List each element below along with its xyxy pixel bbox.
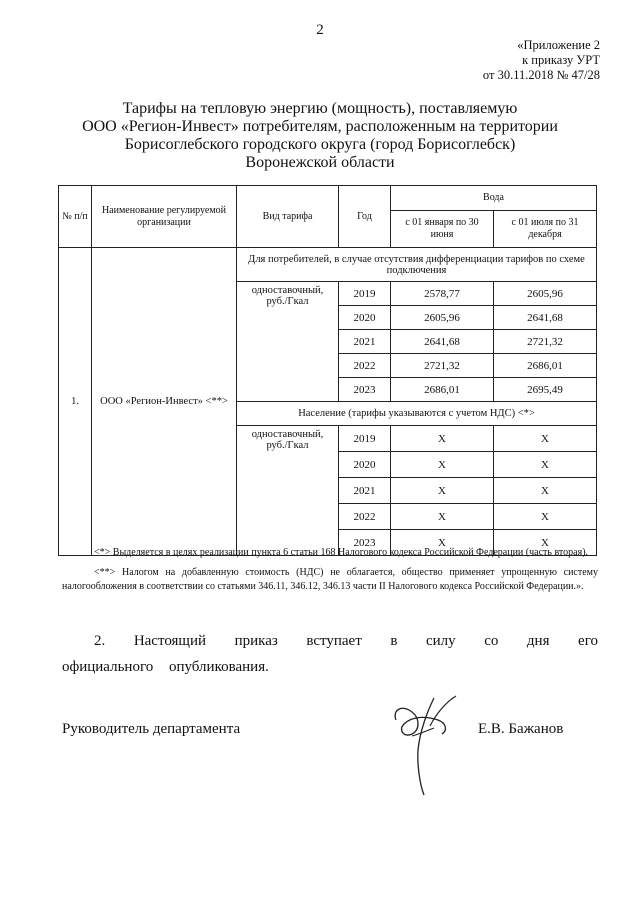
table-cell-year: 2021: [339, 478, 391, 504]
table-cell-value: 2721,32: [391, 354, 494, 378]
footnote-1: <*> Выделяется в целях реализации пункта 6 статьи 168 Налогового кодекса Российской Федерации (часть вторая).: [94, 547, 589, 558]
table-cell-value: 2641,68: [494, 306, 597, 330]
table-cell-year: 2021: [339, 330, 391, 354]
table-cell-value: 2721,32: [494, 330, 597, 354]
table-cell-value: X: [494, 530, 597, 556]
table-cell-value: X: [391, 504, 494, 530]
clause-2: 2. Настоящий приказ вступает в силу со дня его официального опубликования.: [62, 633, 598, 675]
header-number: № п/п: [59, 186, 92, 248]
section-2-tariff-type: одноставочный, руб./Гкал: [237, 426, 339, 556]
appendix-line-2: к приказу УРТ: [522, 53, 600, 67]
header-water: Вода: [391, 186, 597, 211]
tariff-table: [58, 185, 597, 556]
table-cell-value: X: [391, 530, 494, 556]
table-cell-value: X: [494, 478, 597, 504]
header-period-2: с 01 июля по 31 декабря: [494, 211, 597, 248]
title-line-4: Воронежской области: [245, 154, 395, 171]
row-number: 1.: [59, 248, 92, 556]
header-organization: Наименование регулируемой организации: [92, 186, 237, 248]
section-2-label: Население (тарифы указываются с учетом НДС) <*>: [237, 402, 597, 426]
signer-name: Е.В. Бажанов: [478, 721, 564, 737]
table-cell-year: 2019: [339, 282, 391, 306]
header-tariff-type: Вид тарифа: [237, 186, 339, 248]
document-title: [60, 100, 580, 172]
table-cell-value: 2686,01: [391, 378, 494, 402]
signer-title: Руководитель департамента: [62, 721, 241, 737]
table-cell-value: X: [391, 478, 494, 504]
section-1-label: Для потребителей, в случае отсутствия дифференциации тарифов по схеме подключения: [237, 248, 597, 282]
table-cell-value: 2686,01: [494, 354, 597, 378]
table-cell-value: X: [391, 452, 494, 478]
footnote-2: <**> Налогом на добавленную стоимость (НДС) не облагается, общество применяет упрощенную систему налогообложения в соответствии со статьями 346.11, 346.12, 346.13 части II Налогового кодекса Российской Федерации.».: [62, 567, 598, 592]
appendix-line-1: «Приложение 2: [517, 38, 600, 52]
table-cell-value: X: [391, 426, 494, 452]
footnotes: [62, 546, 598, 600]
table-cell-value: 2605,96: [494, 282, 597, 306]
table-cell-value: X: [494, 426, 597, 452]
title-line-3: Борисоглебского городского округа (город Борисоглебск): [124, 136, 516, 153]
table-cell-year: 2022: [339, 354, 391, 378]
signature-image: [390, 690, 470, 800]
table-cell-year: 2022: [339, 504, 391, 530]
table-cell-value: X: [494, 504, 597, 530]
page-number: 2: [316, 22, 324, 38]
appendix-line-3: от 30.11.2018 № 47/28: [482, 68, 600, 82]
table-cell-value: X: [494, 452, 597, 478]
section-1-tariff-type: одноставочный, руб./Гкал: [237, 282, 339, 402]
title-line-1: Тарифы на тепловую энергию (мощность), поставляемую: [122, 100, 518, 117]
table-cell-year: 2020: [339, 306, 391, 330]
table-cell-year: 2023: [339, 378, 391, 402]
organization-name: ООО «Регион-Инвест» <**>: [92, 248, 237, 556]
table-cell-value: 2578,77: [391, 282, 494, 306]
header-period-1: с 01 января по 30 июня: [391, 211, 494, 248]
table-cell-value: 2641,68: [391, 330, 494, 354]
table-cell-value: 2695,49: [494, 378, 597, 402]
appendix-header: [483, 38, 600, 83]
header-year: Год: [339, 186, 391, 248]
table-cell-year: 2020: [339, 452, 391, 478]
title-line-2: ООО «Регион-Инвест» потребителям, расположенным на территории: [82, 118, 558, 135]
table-cell-value: 2605,96: [391, 306, 494, 330]
table-cell-year: 2019: [339, 426, 391, 452]
table-cell-year: 2023: [339, 530, 391, 556]
